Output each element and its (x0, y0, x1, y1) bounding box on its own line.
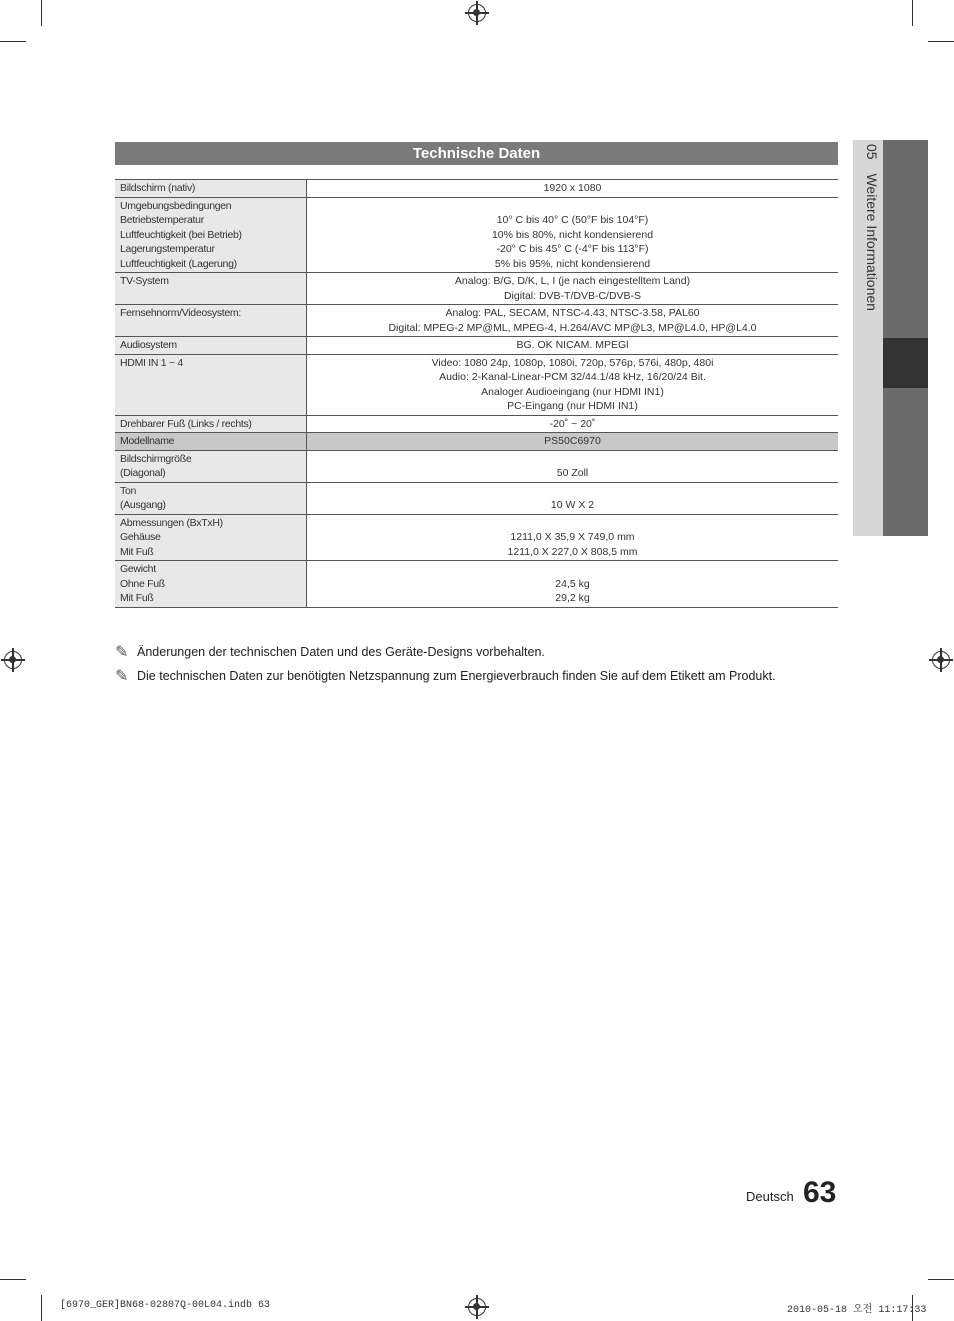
spec-value (307, 415, 839, 433)
print-slug-file: [6970_GER]BN68-02807Q-00L04.indb 63 (60, 1300, 271, 1311)
table-row (115, 354, 838, 415)
footer-language: Deutsch (746, 1189, 794, 1204)
spec-label-line: Abmessungen (BxTxH) (120, 516, 223, 529)
table-row (115, 273, 838, 305)
spec-value-line: 29,2 kg (555, 592, 590, 604)
spec-value (307, 337, 839, 355)
chapter-number: 05 (864, 144, 880, 160)
spec-value-line: Analog: PAL, SECAM, NTSC-4.43, NTSC-3.58, PAL60 (445, 307, 700, 319)
chapter-title: Weitere Informationen (864, 173, 880, 311)
table-row (115, 197, 838, 273)
crop-mark-bottom-right-h (928, 1279, 954, 1280)
crop-mark-top-right-h (928, 41, 954, 42)
spec-label-line: Mit Fuß (120, 592, 154, 604)
spec-value (307, 450, 839, 482)
spec-label-line: Betriebstemperatur (120, 214, 204, 226)
note-text: Die technischen Daten zur benötigten Netzspannung zum Energieverbrauch finden Sie auf dem Etikett am Produkt. (137, 669, 776, 683)
crop-mark-top-right-v (912, 0, 913, 26)
spec-value-line: 1211,0 X 227,0 X 808,5 mm (507, 545, 638, 558)
spec-value-line: Digital: MPEG-2 MP@ML, MPEG-4, H.264/AVC MP@L3, MP@L4.0, HP@L4.0 (388, 321, 757, 334)
spec-label (115, 433, 307, 451)
pencil-icon: ✎ (115, 668, 129, 685)
registration-mark-icon (468, 4, 486, 22)
spec-label (115, 337, 307, 355)
spec-value (307, 514, 839, 561)
spec-value-line: -20° C bis 45° C (-4°F bis 113°F) (496, 243, 649, 255)
spec-value-line: Video: 1080 24p, 1080p, 1080i, 720p, 576p, 576i, 480p, 480i (431, 356, 714, 369)
spec-label-line: Fernsehnorm/Videosystem: (120, 307, 241, 319)
spec-label (115, 561, 307, 608)
spec-label (115, 180, 307, 198)
table-row (115, 415, 838, 433)
crop-mark-top-left-v (41, 0, 42, 26)
spec-label (115, 354, 307, 415)
spec-label (115, 305, 307, 337)
spec-value-line: Audio: 2-Kanal-Linear-PCM 32/44.1/48 kHz, 16/20/24 Bit. (439, 371, 706, 383)
table-row (115, 514, 838, 561)
spec-value (307, 180, 839, 198)
spec-label-line: Mit Fuß (120, 545, 154, 558)
spec-label-line: Umgebungsbedingungen (120, 199, 232, 212)
table-row (115, 305, 838, 337)
spec-value-line: Analoger Audioeingang (nur HDMI IN1) (481, 385, 664, 398)
spec-label-line: (Diagonal) (120, 467, 166, 479)
spec-value (307, 197, 839, 273)
note-item (115, 664, 855, 688)
table-row (115, 337, 838, 355)
table-row (115, 180, 838, 198)
spec-label-line: Luftfeuchtigkeit (bei Betrieb) (120, 228, 242, 241)
page-number: 63 (803, 1176, 837, 1209)
spec-label (115, 273, 307, 305)
table-row (115, 450, 838, 482)
spec-value-line: -20˚ ~ 20˚ (549, 417, 596, 430)
spec-label-line: Bildschirmgröße (120, 452, 192, 465)
spec-value-line: PS50C6970 (544, 435, 601, 447)
table-row (115, 561, 838, 608)
crop-mark-bottom-left-h (0, 1279, 26, 1280)
chapter-tab-marker (883, 338, 928, 388)
spec-label (115, 197, 307, 273)
spec-value-line: 50 Zoll (556, 467, 589, 479)
spec-label (115, 415, 307, 433)
spec-label-line: Audiosystem (120, 339, 177, 351)
registration-mark-icon (932, 651, 950, 669)
spec-label-line: (Ausgang) (120, 499, 166, 511)
spec-label-line: Ton (120, 484, 137, 497)
spec-label (115, 482, 307, 514)
spec-label-line: Modellname (120, 435, 175, 447)
registration-mark-icon (468, 1298, 486, 1316)
spec-value-line: Digital: DVB-T/DVB-C/DVB-S (503, 289, 642, 302)
spec-value-line: 10° C bis 40° C (50°F bis 104°F) (496, 214, 649, 226)
spec-label-line: Luftfeuchtigkeit (Lagerung) (120, 257, 237, 270)
note-text: Änderungen der technischen Daten und des Geräte-Designs vorbehalten. (137, 645, 545, 659)
chapter-tab-label (856, 144, 880, 311)
spec-value (307, 561, 839, 608)
spec-value-line: PC-Eingang (nur HDMI IN1) (507, 400, 638, 412)
spec-label (115, 450, 307, 482)
notes (115, 640, 855, 688)
crop-mark-top-left-h (0, 41, 26, 42)
spec-value-line: 24,5 kg (555, 577, 590, 590)
spec-value (307, 354, 839, 415)
spec-value-line: 10% bis 80%, nicht kondensierend (491, 228, 654, 241)
spec-label-line: Gewicht (120, 563, 156, 575)
spec-value (307, 273, 839, 305)
spec-label-line: TV-System (120, 275, 169, 287)
table-row (115, 433, 838, 451)
spec-value-line: 1920 x 1080 (543, 182, 602, 194)
spec-label-line: Lagerungstemperatur (120, 243, 215, 255)
note-item (115, 640, 855, 664)
spec-value (307, 305, 839, 337)
spec-value-line: BG. OK NICAM. MPEGl (516, 339, 629, 351)
spec-label (115, 514, 307, 561)
print-slug-timestamp: 2010-05-18 오전 11:17:33 (787, 1305, 927, 1316)
spec-label-line: Drehbarer Fuß (Links / rechts) (120, 417, 252, 430)
specifications-table (115, 179, 838, 608)
pencil-icon: ✎ (115, 644, 129, 661)
spec-value (307, 433, 839, 451)
spec-value-line: 1211,0 X 35,9 X 749,0 mm (510, 531, 635, 543)
registration-mark-icon (4, 651, 22, 669)
spec-label-line: Bildschirm (nativ) (120, 182, 196, 194)
spec-value-line: 10 W X 2 (550, 499, 595, 511)
spec-label-line: Gehäuse (120, 531, 161, 543)
crop-mark-bottom-left-v (41, 1295, 42, 1321)
table-row (115, 482, 838, 514)
spec-value-line: 5% bis 95%, nicht kondensierend (494, 257, 651, 270)
spec-label-line: HDMI IN 1 ~ 4 (120, 356, 183, 369)
section-title: Technische Daten (115, 142, 838, 165)
spec-label-line: Ohne Fuß (120, 577, 165, 590)
spec-value (307, 482, 839, 514)
spec-value-line: Analog: B/G, D/K, L, I (je nach eingestelltem Land) (454, 275, 691, 287)
